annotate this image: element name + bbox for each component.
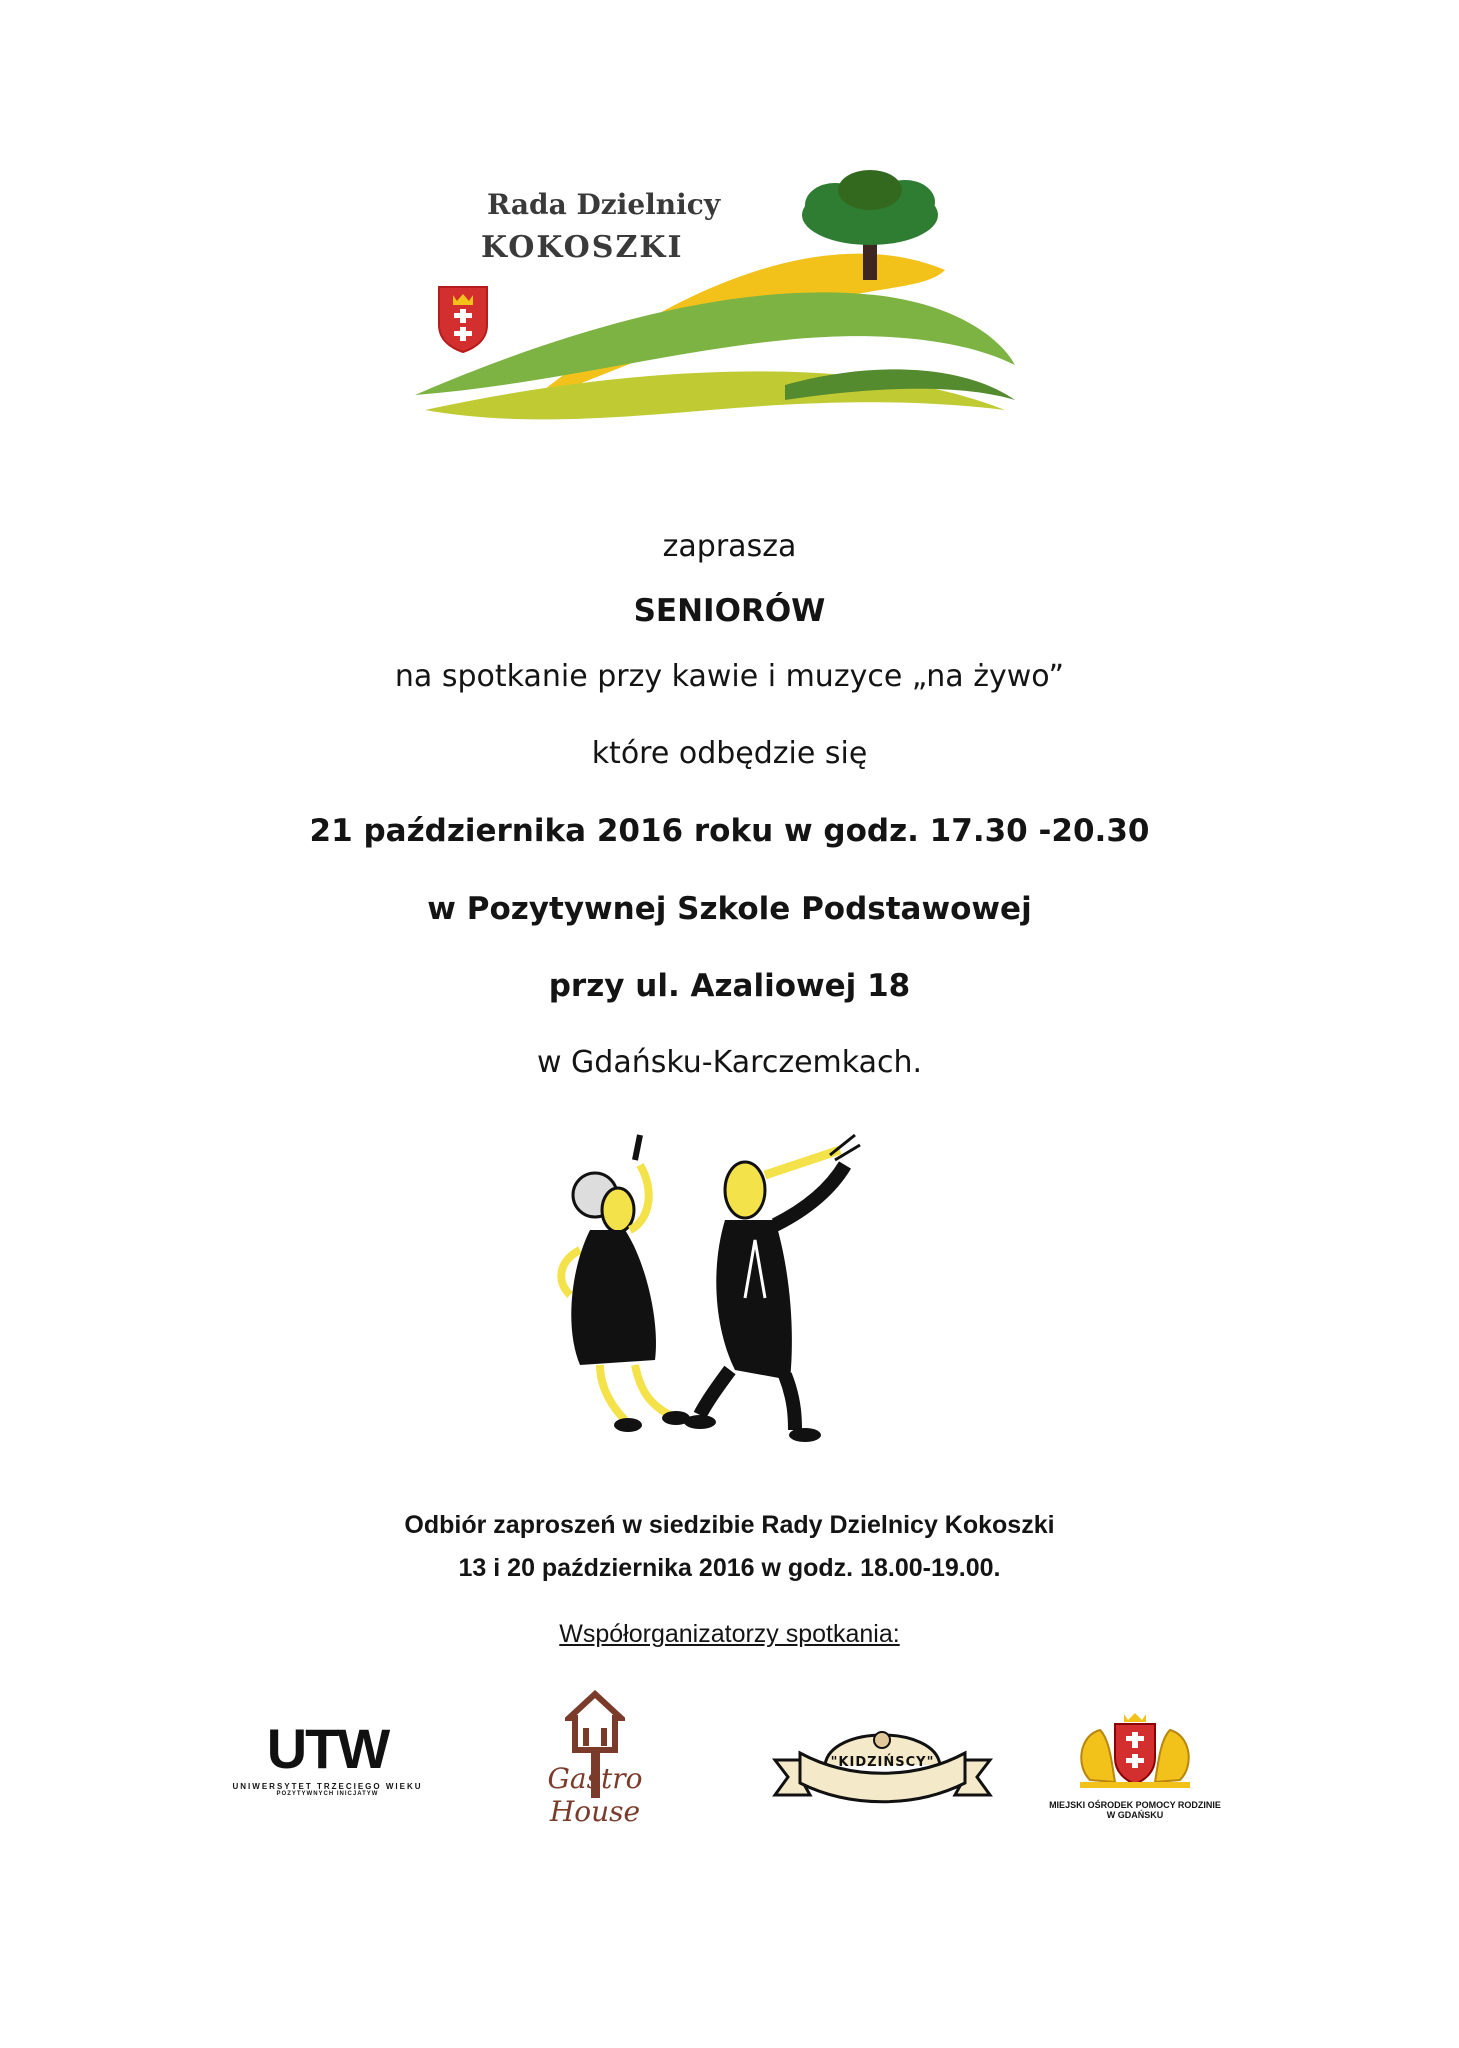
mops-line2: W GDAŃSKU bbox=[1106, 1810, 1164, 1820]
utw-mark: UTW bbox=[266, 1717, 389, 1780]
pickup-line2: 13 i 20 października 2016 w godz. 18.00-19.00. bbox=[458, 1554, 1001, 1582]
audience-text: SENIORÓW bbox=[633, 593, 826, 629]
kidzinscy-logo bbox=[770, 1705, 995, 1815]
gdansk-coat-of-arms-icon bbox=[437, 285, 489, 353]
city-text: w Gdańsku-Karczemkach. bbox=[536, 1045, 923, 1080]
event-text: na spotkanie przy kawie i muzyce „na żywo” bbox=[394, 659, 1065, 694]
dancing-seniors-illustration bbox=[540, 1130, 890, 1450]
district-logo bbox=[405, 160, 1020, 435]
logo-title-line1: Rada Dzielnicy bbox=[487, 188, 721, 221]
logo-title-line2: KOKOSZKI bbox=[481, 230, 684, 265]
intro-text: zaprasza bbox=[662, 529, 797, 564]
date-time-text: 21 października 2016 roku w godz. 17.30 -20.30 bbox=[309, 813, 1150, 849]
mops-logo bbox=[1030, 1710, 1240, 1820]
utw-logo bbox=[210, 1717, 445, 1800]
connector-text: które odbędzie się bbox=[591, 736, 868, 771]
street-text: przy ul. Azaliowej 18 bbox=[548, 968, 911, 1004]
pickup-line1: Odbiór zaproszeń w siedzibie Rady Dzielnicy Kokoszki bbox=[404, 1511, 1055, 1539]
mops-line1: MIEJSKI OŚRODEK POMOCY RODZINIE bbox=[1049, 1800, 1221, 1810]
venue-text: w Pozytywnej Szkole Podstawowej bbox=[427, 891, 1032, 927]
gdansk-heraldic-lions-icon bbox=[1070, 1710, 1200, 1790]
dancing-couple-icon bbox=[540, 1130, 890, 1450]
utw-line1: UNIWERSYTET TRZECIEGO WIEKU bbox=[232, 1782, 423, 1791]
kidzinscy-text: "KIDZIŃSCY" bbox=[830, 1755, 935, 1770]
utw-line2: POZYTYWNYCH INICJATYW bbox=[276, 1791, 379, 1797]
gastro-house-text: Gastro House bbox=[547, 1762, 643, 1828]
sponsors-heading: Współorganizatorzy spotkania: bbox=[559, 1620, 900, 1648]
gastro-house-logo bbox=[480, 1690, 710, 1828]
